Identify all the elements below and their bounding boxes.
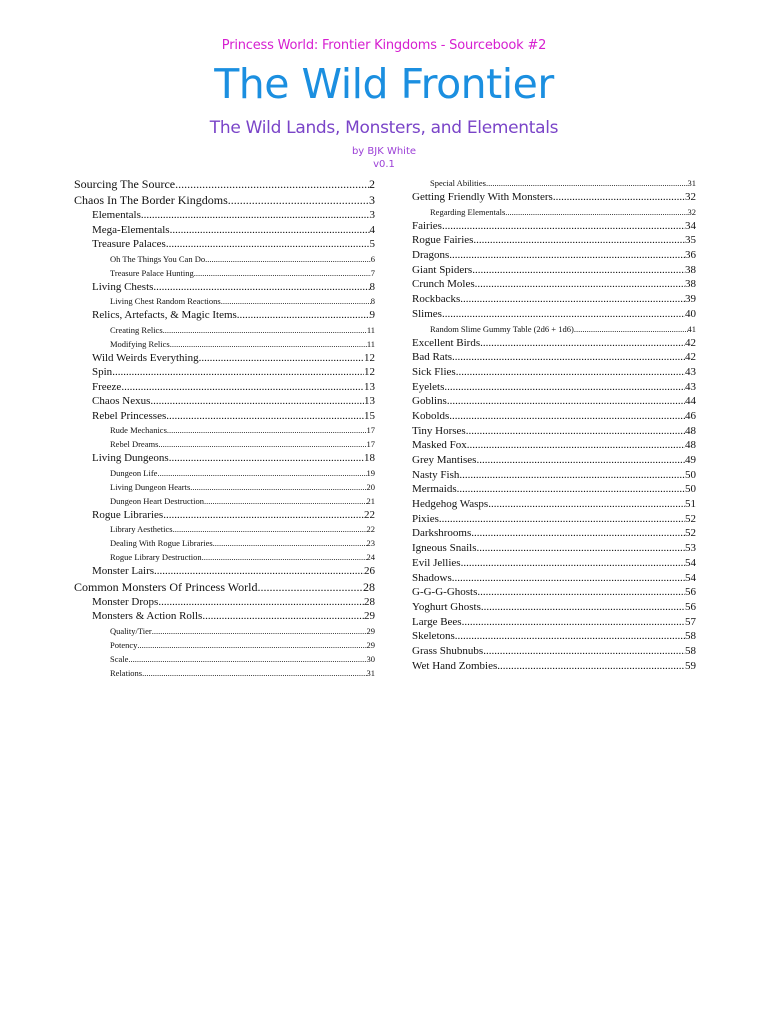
toc-entry-title: Spin — [92, 366, 113, 378]
book-subtitle: The Wild Lands, Monsters, and Elementals — [209, 118, 559, 138]
toc-entry-page: 53 — [685, 542, 696, 555]
toc-entry[interactable] — [412, 263, 696, 278]
toc-entry-page: 19 — [366, 467, 375, 478]
toc-entry-page: 34 — [685, 219, 696, 232]
toc-entry-page: 44 — [685, 395, 696, 408]
toc-entry-page: 32 — [687, 206, 696, 217]
toc-entry-page: 31 — [366, 667, 375, 678]
toc-entry-page: 22 — [364, 508, 375, 521]
toc-entry-title: Fairies — [412, 219, 442, 232]
toc-entry[interactable] — [412, 659, 696, 674]
toc-entry-title: Slimes — [412, 307, 442, 320]
toc-entry[interactable] — [412, 409, 696, 424]
toc-entry[interactable] — [74, 480, 375, 494]
toc-entry[interactable] — [412, 600, 696, 615]
toc-entry-page: 28 — [364, 595, 375, 608]
toc-entry-page: 12 — [364, 351, 375, 364]
toc-entry-page: 39 — [685, 293, 696, 306]
toc-entry-title: Sick Flies — [412, 365, 456, 378]
toc-leader-dots — [452, 571, 685, 586]
toc-leader-dots — [175, 176, 369, 192]
toc-entry-title: Sourcing The Source — [74, 177, 176, 191]
toc-entry-title: Living Dungeons — [92, 452, 169, 464]
toc-entry-page: 9 — [369, 309, 375, 321]
toc-entry[interactable] — [74, 308, 375, 323]
toc-entry[interactable] — [74, 337, 375, 351]
toc-entry-page: 18 — [364, 452, 375, 464]
toc-entry[interactable] — [412, 292, 696, 307]
toc-entry-title: Hedgehog Wasps — [412, 498, 489, 511]
toc-leader-dots — [158, 595, 364, 610]
toc-leader-dots — [473, 233, 685, 248]
toc-entry[interactable] — [74, 451, 375, 466]
toc-entry[interactable] — [412, 248, 696, 263]
toc-entry-page: 20 — [366, 481, 375, 492]
toc-entry-page: 48 — [685, 439, 696, 452]
toc-entry[interactable] — [74, 652, 375, 666]
toc-leader-dots — [194, 266, 371, 280]
toc-entry-title: Evil Jellies — [412, 556, 461, 569]
toc-entry-page: 29 — [364, 610, 375, 622]
toc-entry-title: Shadows — [412, 571, 452, 584]
toc-entry-title: Rockbacks — [412, 293, 461, 306]
toc-entry-title: Chaos Nexus — [92, 395, 151, 407]
toc-entry-page: 8 — [370, 296, 375, 306]
toc-entry[interactable] — [74, 266, 375, 280]
toc-entry-page: 24 — [366, 552, 375, 562]
toc-leader-dots — [472, 263, 685, 278]
toc-entry-title: Goblins — [412, 395, 447, 408]
toc-entry[interactable] — [74, 522, 375, 536]
toc-entry-page: 13 — [364, 380, 375, 393]
toc-entry[interactable] — [74, 252, 375, 266]
toc-entry[interactable] — [412, 336, 696, 351]
toc-entry-page: 23 — [366, 538, 375, 548]
toc-leader-dots — [486, 176, 688, 190]
toc-leader-dots — [190, 480, 366, 494]
toc-entry-page: 54 — [685, 556, 696, 569]
toc-entry[interactable] — [74, 437, 375, 451]
toc-entry[interactable] — [412, 556, 696, 571]
toc-entry-page: 2 — [369, 177, 375, 191]
toc-entry[interactable] — [412, 438, 696, 453]
toc-entry[interactable] — [412, 424, 696, 439]
toc-leader-dots — [449, 409, 685, 424]
toc-leader-dots — [121, 380, 364, 395]
toc-entry-title: Oh The Things You Can Do — [110, 253, 206, 264]
toc-entry-page: 40 — [685, 307, 696, 320]
toc-entry-title: Potency — [110, 639, 138, 650]
toc-left-column — [74, 176, 375, 680]
toc-leader-dots — [457, 482, 685, 497]
toc-entry[interactable] — [412, 277, 696, 292]
toc-entry-page: 50 — [685, 483, 696, 496]
book-title: The Wild Frontier — [214, 60, 554, 108]
toc-leader-dots — [444, 380, 685, 395]
toc-leader-dots — [459, 468, 685, 483]
toc-leader-dots — [141, 208, 370, 223]
toc-entry-title: Dealing With Rogue Libraries — [110, 538, 213, 548]
toc-leader-dots — [475, 277, 685, 292]
toc-leader-dots — [476, 453, 685, 468]
toc-entry-page: 31 — [687, 178, 696, 188]
toc-leader-dots — [237, 308, 370, 323]
toc-entry-page: 32 — [685, 191, 696, 203]
toc-entry-page: 13 — [364, 395, 375, 407]
toc-entry-title: Living Chests — [92, 280, 154, 293]
toc-entry-title: Excellent Birds — [412, 336, 481, 349]
toc-entry-page: 22 — [366, 524, 375, 534]
toc-right-column — [412, 176, 696, 673]
toc-leader-dots — [153, 280, 369, 295]
toc-entry-page: 4 — [369, 223, 375, 236]
toc-entry-page: 8 — [369, 280, 375, 293]
toc-entry-title: Tiny Horses — [412, 424, 466, 437]
toc-entry[interactable] — [74, 666, 375, 680]
toc-entry-title: Crunch Moles — [412, 278, 475, 291]
toc-entry[interactable] — [74, 280, 375, 295]
toc-leader-dots — [199, 351, 364, 366]
toc-entry-title: Rogue Libraries — [92, 508, 164, 521]
toc-leader-dots — [466, 424, 685, 439]
toc-entry[interactable] — [412, 307, 696, 322]
toc-entry[interactable] — [412, 468, 696, 483]
toc-entry[interactable] — [412, 497, 696, 512]
toc-leader-dots — [477, 585, 685, 600]
toc-entry-page: 58 — [685, 630, 696, 643]
toc-entry-title: Yoghurt Ghosts — [412, 600, 481, 613]
toc-leader-dots — [480, 336, 685, 351]
toc-entry-title: Pixies — [412, 512, 439, 525]
toc-leader-dots — [157, 466, 366, 480]
toc-entry-page: 17 — [366, 439, 375, 449]
toc-entry-title: Bad Rats — [412, 351, 453, 364]
toc-entry[interactable] — [74, 638, 375, 652]
toc-leader-dots — [505, 205, 687, 219]
toc-leader-dots — [442, 307, 685, 322]
toc-entry[interactable] — [74, 223, 375, 238]
toc-entry[interactable] — [412, 176, 696, 190]
toc-entry[interactable] — [74, 423, 375, 437]
toc-leader-dots — [221, 294, 371, 308]
toc-leader-dots — [574, 322, 688, 336]
toc-entry-page: 30 — [366, 653, 375, 664]
toc-entry-title: Dungeon Heart Destruction — [110, 495, 204, 506]
toc-entry[interactable] — [412, 350, 696, 365]
toc-leader-dots — [439, 512, 685, 527]
toc-entry[interactable] — [74, 595, 375, 610]
toc-entry-title: Rude Mechanics — [110, 425, 167, 435]
toc-entry[interactable] — [74, 550, 375, 564]
toc-entry-title: Getting Friendly With Monsters — [412, 191, 553, 203]
toc-entry-title: Random Slime Gummy Table (2d6 + 1d6) — [430, 323, 574, 334]
toc-entry[interactable] — [74, 508, 375, 523]
toc-entry-page: 42 — [685, 351, 696, 364]
toc-leader-dots — [170, 337, 367, 351]
toc-entry[interactable] — [74, 176, 375, 192]
toc-entry[interactable] — [412, 365, 696, 380]
toc-leader-dots — [142, 666, 366, 680]
toc-entry-page: 50 — [685, 468, 696, 481]
toc-leader-dots — [228, 192, 369, 208]
toc-entry[interactable] — [412, 380, 696, 395]
toc-leader-dots — [553, 190, 685, 205]
series-title: Princess World: Frontier Kingdoms - Sourcebook #2 — [221, 38, 547, 53]
toc-entry-title: Giant Spiders — [412, 263, 473, 276]
toc-entry[interactable] — [74, 624, 375, 638]
toc-entry-page: 56 — [685, 600, 696, 613]
toc-leader-dots — [137, 638, 366, 652]
toc-entry-title: Living Dungeon Hearts — [110, 481, 191, 492]
toc-entry-title: Dungeon Life — [110, 467, 158, 478]
toc-leader-dots — [158, 437, 366, 451]
toc-entry-page: 26 — [364, 565, 375, 577]
toc-entry-page: 29 — [366, 639, 375, 650]
toc-entry-title: Treasure Palaces — [92, 238, 166, 250]
toc-entry-page: 48 — [685, 424, 696, 437]
toc-entry-page: 15 — [364, 409, 375, 422]
toc-entry[interactable] — [74, 536, 375, 550]
toc-leader-dots — [460, 292, 685, 307]
toc-entry-page: 52 — [685, 527, 696, 540]
author-byline: by BJK White — [351, 146, 417, 157]
toc-leader-dots — [169, 451, 364, 466]
toc-leader-dots — [166, 409, 364, 424]
toc-leader-dots — [483, 644, 685, 659]
toc-entry[interactable] — [74, 380, 375, 395]
toc-entry-title: Elementals — [92, 209, 141, 221]
toc-leader-dots — [447, 394, 685, 409]
toc-entry-title: Igneous Snails — [412, 542, 477, 555]
toc-entry-title: Treasure Palace Hunting — [110, 267, 194, 278]
toc-entry-page: 38 — [685, 278, 696, 291]
toc-entry-title: Rebel Princesses — [92, 409, 167, 422]
toc-entry[interactable] — [412, 541, 696, 556]
toc-entry[interactable] — [74, 323, 375, 337]
toc-entry[interactable] — [412, 526, 696, 541]
toc-entry-title: Darkshrooms — [412, 527, 472, 540]
toc-entry-title: Skeletons — [412, 630, 455, 643]
toc-entry-page: 42 — [685, 336, 696, 349]
version-label: v0.1 — [373, 159, 395, 170]
toc-entry[interactable] — [74, 365, 375, 380]
toc-leader-dots — [462, 615, 685, 630]
toc-entry-title: Nasty Fish — [412, 468, 460, 481]
toc-entry-title: Monsters & Action Rolls — [92, 610, 203, 622]
toc-entry[interactable] — [74, 564, 375, 579]
toc-entry-title: Rebel Dreams — [110, 439, 159, 449]
toc-entry-page: 6 — [370, 253, 375, 264]
toc-leader-dots — [173, 522, 367, 536]
toc-entry-page: 49 — [685, 454, 696, 466]
toc-entry-title: Scale — [110, 653, 129, 664]
toc-entry-page: 36 — [685, 249, 696, 262]
toc-leader-dots — [202, 609, 364, 624]
toc-leader-dots — [204, 494, 367, 508]
toc-entry-title: Relations — [110, 667, 143, 678]
toc-entry-page: 21 — [366, 495, 375, 506]
toc-entry[interactable] — [412, 482, 696, 497]
toc-entry-page: 58 — [685, 644, 696, 657]
toc-entry[interactable] — [74, 394, 375, 409]
toc-entry-page: 12 — [364, 366, 375, 378]
toc-leader-dots — [455, 629, 685, 644]
toc-entry-page: 41 — [687, 323, 696, 334]
toc-entry-title: Library Aesthetics — [110, 524, 173, 534]
toc-leader-dots — [152, 624, 367, 638]
toc-entry[interactable] — [412, 512, 696, 527]
toc-entry-page: 52 — [685, 512, 696, 525]
toc-entry-page: 28 — [363, 579, 375, 594]
toc-leader-dots — [163, 323, 367, 337]
toc-entry[interactable] — [74, 192, 375, 208]
toc-entry-page: 3 — [369, 209, 375, 221]
toc-entry-title: Wet Hand Zombies — [412, 659, 498, 672]
toc-entry-page: 29 — [366, 625, 375, 636]
toc-entry-page: 11 — [366, 338, 375, 349]
toc-leader-dots — [150, 394, 364, 409]
toc-entry-title: Living Chest Random Reactions — [110, 296, 221, 306]
toc-entry[interactable] — [74, 351, 375, 366]
toc-entry-title: Modifying Relics — [110, 338, 170, 349]
toc-entry-page: 56 — [685, 586, 696, 599]
toc-leader-dots — [456, 365, 685, 380]
toc-entry-title: G-G-G-Ghosts — [412, 586, 478, 599]
toc-entry-title: Regarding Elementals — [430, 206, 506, 217]
toc-entry[interactable] — [74, 494, 375, 508]
toc-entry[interactable] — [412, 219, 696, 234]
toc-entry-page: 3 — [369, 193, 375, 207]
toc-entry[interactable] — [412, 394, 696, 409]
toc-entry[interactable] — [412, 644, 696, 659]
toc-entry-title: Freeze — [92, 380, 122, 393]
toc-entry-title: Special Abilities — [430, 178, 486, 188]
toc-entry-title: Masked Fox — [412, 439, 467, 452]
toc-entry-title: Dragons — [412, 249, 450, 262]
toc-leader-dots — [442, 219, 685, 234]
toc-leader-dots — [213, 536, 367, 550]
toc-entry[interactable] — [412, 453, 696, 468]
toc-entry[interactable] — [412, 322, 696, 336]
toc-entry[interactable] — [412, 190, 696, 205]
toc-entry-title: Common Monsters Of Princess World — [74, 579, 258, 594]
toc-entry[interactable] — [74, 208, 375, 223]
toc-entry-title: Creating Relics — [110, 324, 163, 335]
toc-entry-page: 5 — [369, 238, 375, 250]
toc-leader-dots — [461, 556, 685, 571]
toc-entry[interactable] — [74, 579, 375, 595]
toc-leader-dots — [112, 365, 364, 380]
toc-leader-dots — [476, 541, 685, 556]
toc-leader-dots — [202, 550, 367, 564]
toc-entry-title: Grey Mantises — [412, 454, 477, 466]
toc-entry-title: Kobolds — [412, 409, 450, 422]
toc-entry-page: 7 — [370, 267, 375, 278]
toc-entry-title: Eyelets — [412, 380, 445, 393]
toc-leader-dots — [449, 248, 685, 263]
toc-leader-dots — [257, 579, 363, 595]
toc-entry[interactable] — [74, 609, 375, 624]
toc-leader-dots — [166, 237, 370, 252]
toc-leader-dots — [205, 252, 371, 266]
toc-entry[interactable] — [412, 615, 696, 630]
toc-entry-page: 35 — [685, 234, 696, 247]
toc-leader-dots — [163, 508, 364, 523]
toc-entry[interactable] — [412, 585, 696, 600]
toc-entry-page: 54 — [685, 571, 696, 584]
toc-entry-page: 43 — [685, 380, 696, 393]
toc-entry-title: Chaos In The Border Kingdoms — [74, 193, 228, 207]
toc-leader-dots — [128, 652, 366, 666]
toc-entry[interactable] — [412, 629, 696, 644]
toc-leader-dots — [170, 223, 370, 238]
toc-entry-title: Monster Lairs — [92, 565, 155, 577]
toc-entry-page: 51 — [685, 498, 696, 511]
toc-entry-page: 17 — [366, 425, 375, 435]
toc-entry-title: Relics, Artefacts, & Magic Items — [92, 309, 237, 321]
toc-entry-title: Grass Shubnubs — [412, 644, 484, 657]
toc-entry-title: Quality/Tier — [110, 625, 152, 636]
toc-leader-dots — [488, 497, 685, 512]
toc-leader-dots — [154, 564, 364, 579]
toc-entry-title: Wild Weirds Everything — [92, 351, 199, 364]
toc-entry[interactable] — [74, 237, 375, 252]
toc-entry-page: 11 — [366, 324, 375, 335]
toc-entry-page: 46 — [685, 409, 696, 422]
toc-leader-dots — [167, 423, 367, 437]
toc-entry-title: Rogue Fairies — [412, 234, 474, 247]
toc-leader-dots — [481, 600, 685, 615]
toc-entry-page: 57 — [685, 615, 696, 628]
toc-entry-title: Rogue Library Destruction — [110, 552, 202, 562]
toc-entry-page: 59 — [685, 659, 696, 672]
toc-entry[interactable] — [74, 409, 375, 424]
toc-entry[interactable] — [74, 466, 375, 480]
toc-entry-title: Large Bees — [412, 615, 462, 628]
toc-entry-page: 38 — [685, 263, 696, 276]
toc-entry-title: Mermaids — [412, 483, 457, 496]
toc-entry[interactable] — [74, 294, 375, 308]
toc-leader-dots — [452, 350, 685, 365]
toc-entry-title: Mega-Elementals — [92, 223, 170, 236]
toc-entry[interactable] — [412, 233, 696, 248]
toc-leader-dots — [471, 526, 685, 541]
toc-entry-page: 43 — [685, 365, 696, 378]
toc-entry[interactable] — [412, 205, 696, 219]
toc-entry[interactable] — [412, 571, 696, 586]
toc-leader-dots — [467, 438, 685, 453]
toc-leader-dots — [497, 659, 685, 674]
toc-entry-title: Monster Drops — [92, 595, 159, 608]
